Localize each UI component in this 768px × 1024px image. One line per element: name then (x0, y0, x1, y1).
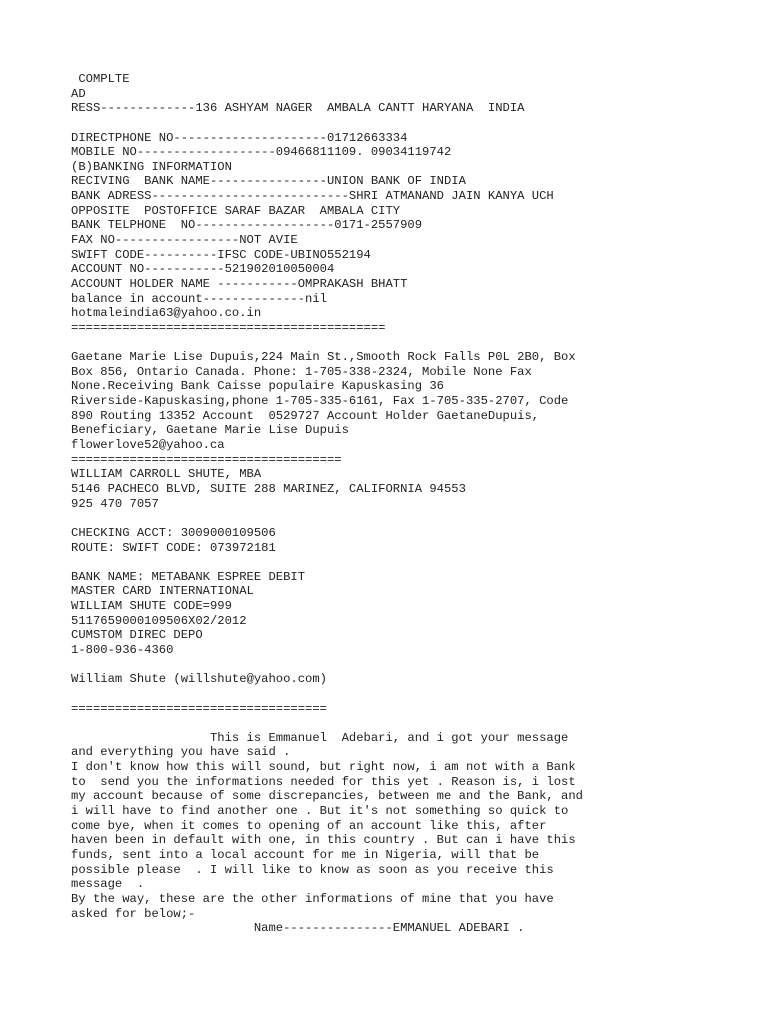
text-line: MASTER CARD INTERNATIONAL (71, 584, 254, 599)
text-line: to send you the informations needed for this yet . Reason is, i lost (71, 774, 576, 789)
text-line: CHECKING ACCT: 3009000109506 (71, 525, 276, 540)
text-line: SWIFT CODE----------IFSC CODE-UBINO552194 (71, 247, 371, 262)
text-line: OPPOSITE POSTOFFICE SARAF BAZAR AMBALA CITY (71, 203, 401, 218)
text-line: WILLIAM CARROLL SHUTE, MBA (71, 467, 262, 482)
text-line: Beneficiary, Gaetane Marie Lise Dupuis (71, 423, 349, 438)
text-line: and everything you have said . (71, 745, 291, 760)
text-line: CUMSTOM DIREC DEPO (71, 628, 203, 643)
text-line: RECIVING BANK NAME----------------UNION BANK OF INDIA (71, 174, 466, 189)
text-line: Box 856, Ontario Canada. Phone: 1-705-338-2324, Mobile None Fax (71, 364, 532, 379)
text-line (71, 555, 751, 570)
separator-line: ===================================== (71, 452, 342, 467)
text-line: BANK NAME: METABANK ESPREE DEBIT (71, 569, 306, 584)
separator-line: =================================== (71, 701, 327, 716)
text-line: FAX NO-----------------NOT AVIE (71, 233, 298, 248)
text-line: This is Emmanuel Adebari, and i got your message (71, 730, 569, 745)
text-line (71, 658, 751, 673)
text-line: MOBILE NO-------------------09466811109. 09034119742 (71, 145, 452, 160)
text-line: my account because of some discrepancies, between me and the Bank, and (71, 789, 583, 804)
text-line: funds, sent into a local account for me in Nigeria, will that be (71, 847, 540, 862)
text-line (71, 336, 751, 351)
text-line: AD (71, 86, 86, 101)
text-line: possible please . I will like to know as soon as you receive this (71, 862, 554, 877)
text-line: message . (71, 877, 145, 892)
document-body (71, 72, 751, 936)
text-line: Riverside-Kapuskasing,phone 1-705-335-6161, Fax 1-705-335-2707, Code (71, 394, 569, 409)
text-line: William Shute (willshute@yahoo.com) (71, 672, 327, 687)
text-line: BANK ADRESS---------------------------SHRI ATMANAND JAIN KANYA UCH (71, 189, 554, 204)
text-line: hotmaleindia63@yahoo.co.in (71, 306, 262, 321)
text-line: balance in account--------------nil (71, 291, 327, 306)
text-line: I don't know how this will sound, but right now, i am not with a Bank (71, 760, 576, 775)
text-line: ACCOUNT HOLDER NAME -----------OMPRAKASH BHATT (71, 276, 408, 291)
text-line: 1-800-936-4360 (71, 642, 174, 657)
text-line: Name---------------EMMANUEL ADEBARI . (71, 921, 525, 936)
text-line: i will have to find another one . But it's not something so quick to (71, 804, 569, 819)
text-line: 5117659000109506X02/2012 (71, 613, 247, 628)
text-line (71, 716, 751, 731)
text-line (71, 687, 751, 702)
text-line: BANK TELPHONE NO-------------------0171-2557909 (71, 218, 423, 233)
separator-line: =========================================== (71, 320, 386, 335)
text-line: 890 Routing 13352 Account 0529727 Account Holder GaetaneDupuis, (71, 408, 540, 423)
text-line: haven been in default with one, in this country . But can i have this (71, 833, 576, 848)
text-line: 5146 PACHECO BLVD, SUITE 288 MARINEZ, CALIFORNIA 94553 (71, 481, 466, 496)
text-line: ROUTE: SWIFT CODE: 073972181 (71, 540, 276, 555)
text-line: RESS-------------136 ASHYAM NAGER AMBALA CANTT HARYANA INDIA (71, 101, 525, 116)
text-line: Gaetane Marie Lise Dupuis,224 Main St.,Smooth Rock Falls P0L 2B0, Box (71, 350, 576, 365)
text-line: By the way, these are the other informations of mine that you have (71, 891, 554, 906)
text-line: COMPLTE (71, 72, 130, 86)
text-line: DIRECTPHONE NO---------------------01712663334 (71, 130, 408, 145)
text-line: come bye, when it comes to opening of an account like this, after (71, 818, 547, 833)
text-line: asked for below;- (71, 906, 196, 921)
text-line: flowerlove52@yahoo.ca (71, 438, 225, 453)
text-line: WILLIAM SHUTE CODE=999 (71, 599, 232, 614)
text-line: None.Receiving Bank Caisse populaire Kapuskasing 36 (71, 379, 444, 394)
text-line: 925 470 7057 (71, 496, 159, 511)
text-line (71, 511, 751, 526)
text-line (71, 116, 751, 131)
text-line: ACCOUNT NO-----------521902010050004 (71, 262, 335, 277)
text-line: (B)BANKING INFORMATION (71, 159, 232, 174)
